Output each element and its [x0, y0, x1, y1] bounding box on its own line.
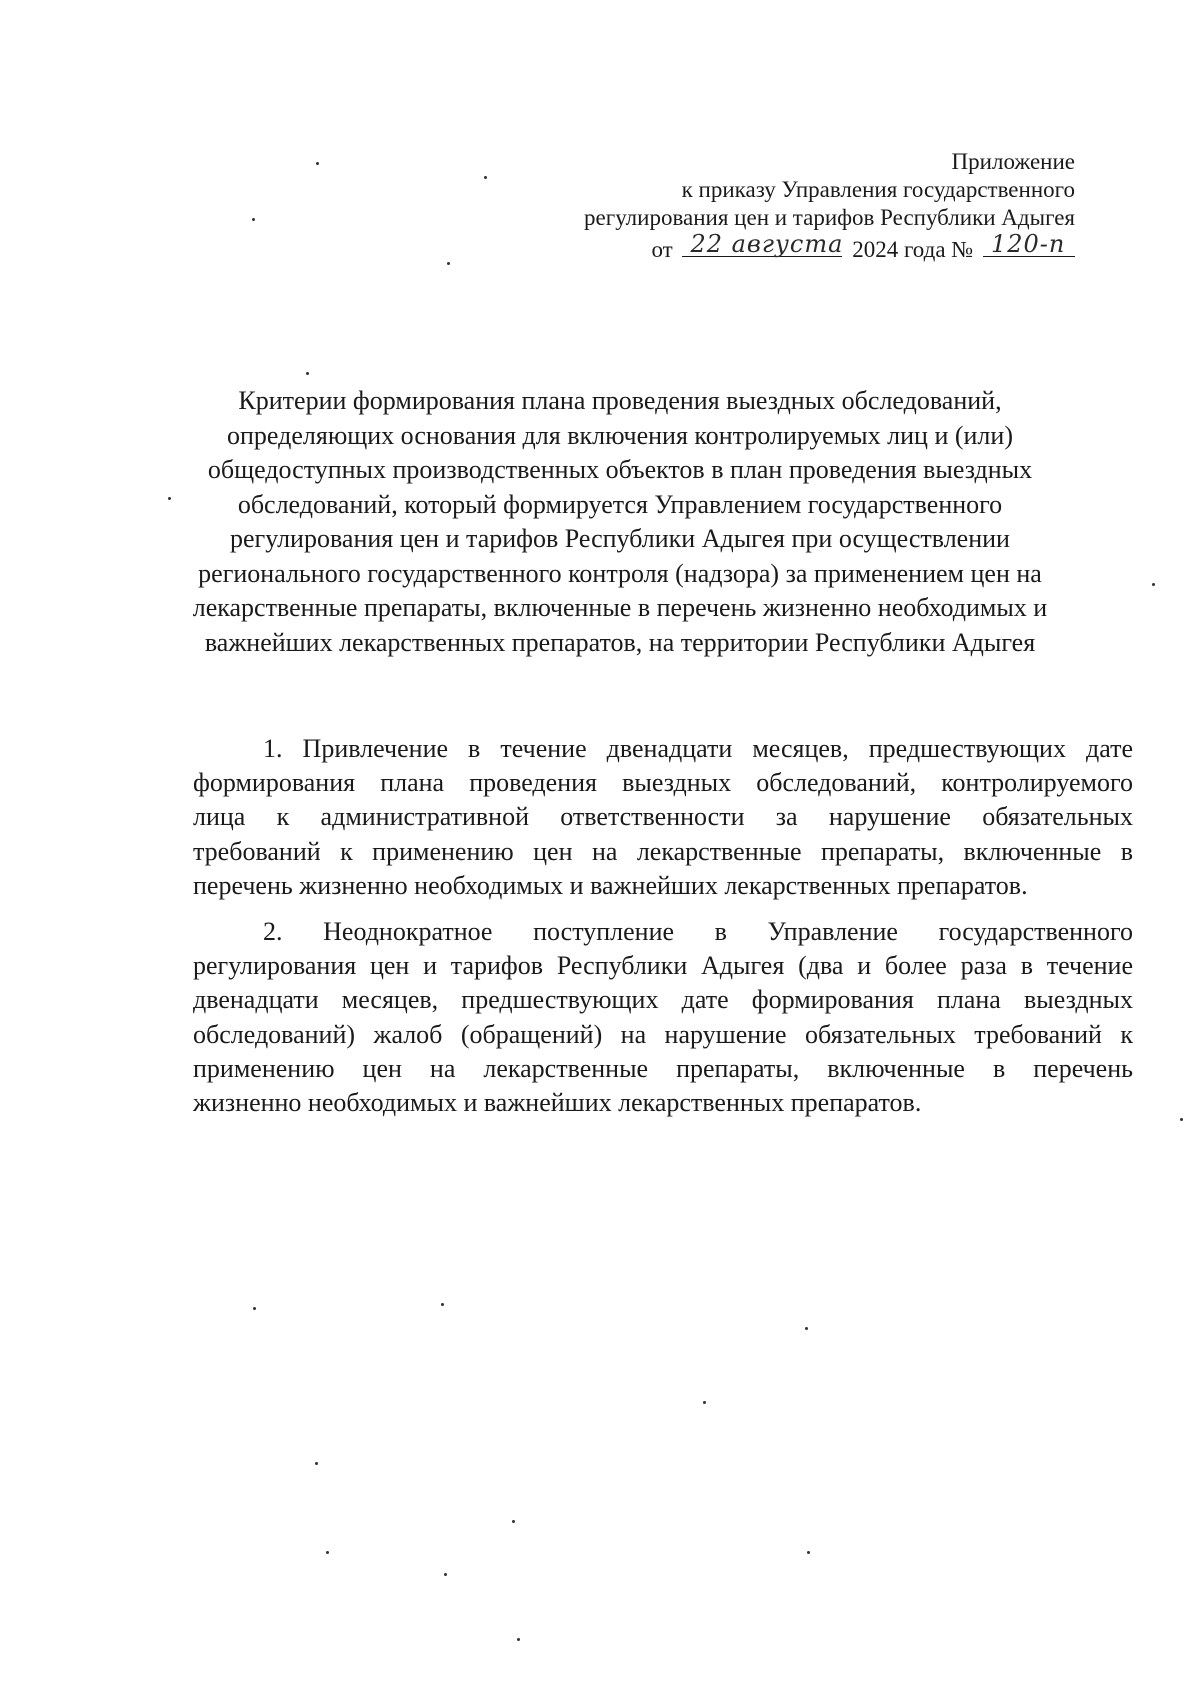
attachment-authority-line: регулирования цен и тарифов Республики Адыгея: [584, 205, 1075, 230]
scan-speck: [316, 162, 319, 165]
order-number-field: [983, 232, 1075, 257]
scan-speck: [807, 1551, 810, 1554]
attachment-title: Приложение: [951, 149, 1075, 174]
title-line: важнейших лекарственных препаратов, на территории Республики Адыгея: [204, 627, 1036, 657]
scan-speck: [447, 262, 450, 265]
date-field: [682, 232, 842, 257]
paragraph-line: обследований) жалоб (обращений) на нарушение обязательных требований к: [193, 1019, 1133, 1049]
scan-speck: [441, 1303, 444, 1306]
criterion-paragraph-2: [193, 915, 1133, 1120]
attachment-order-line: к приказу Управления государственного: [681, 177, 1075, 202]
scan-speck: [252, 218, 255, 221]
title-line: лекарственные препараты, включенные в перечень жизненно необходимых и: [192, 593, 1048, 622]
criterion-paragraph-1: [193, 732, 1133, 903]
paragraph-line: 2. Неоднократное поступление в Управление государственного: [263, 917, 1133, 946]
paragraph-line: двенадцати месяцев, предшествующих дате формирования плана выездных: [193, 985, 1133, 1015]
scan-speck: [484, 176, 487, 179]
paragraph-line: перечень жизненно необходимых и важнейших лекарственных препаратов.: [193, 870, 1028, 900]
scan-speck: [1152, 583, 1155, 586]
attachment-header: [584, 148, 1075, 264]
scan-speck: [805, 1327, 808, 1330]
scan-speck: [1180, 1118, 1183, 1121]
paragraph-line: жизненно необходимых и важнейших лекарственных препаратов.: [193, 1088, 922, 1118]
scan-speck: [444, 1573, 447, 1576]
from-label: от: [651, 237, 673, 262]
scan-speck: [253, 1307, 256, 1310]
scan-speck: [306, 372, 309, 375]
title-line: регионального государственного контроля (надзора) за применением цен на: [198, 558, 1042, 588]
title-line: обследований, который формируется Управлением государственного: [237, 489, 1003, 519]
year-number-label: 2024 года №: [852, 237, 974, 262]
title-line: определяющих основания для включения контролируемых лиц и (или): [227, 420, 1013, 450]
paragraph-line: формирования плана проведения выездных обследований, контролируемого: [193, 768, 1133, 798]
scan-speck: [512, 1520, 515, 1523]
scan-speck: [517, 1638, 520, 1641]
paragraph-line: лица к административной ответственности за нарушение обязательных: [193, 802, 1133, 832]
paragraph-line: применению цен на лекарственные препараты, включенные в перечень: [193, 1053, 1133, 1083]
scan-speck: [326, 1551, 329, 1554]
paragraph-line: требований к применению цен на лекарственные препараты, включенные в: [193, 836, 1133, 866]
handwritten-date: 22 августа: [690, 230, 844, 258]
scan-speck: [168, 497, 171, 500]
scan-speck: [315, 1462, 318, 1465]
title-line: общедоступных производственных объектов в план проведения выездных: [207, 455, 1033, 484]
title-line: регулирования цен и тарифов Республики Адыгея при осуществлении: [230, 524, 1010, 553]
title-line: Критерии формирования плана проведения выездных обследований,: [238, 386, 1002, 415]
paragraph-line: регулирования цен и тарифов Республики Адыгея (два и более раза в течение: [193, 951, 1133, 981]
handwritten-order-number: 120-п: [991, 230, 1066, 258]
paragraph-line: 1. Привлечение в течение двенадцати месяцев, предшествующих дате: [263, 734, 1133, 763]
scan-speck: [703, 1401, 706, 1404]
document-title: [170, 384, 1070, 660]
attachment-date-line: [584, 232, 1075, 264]
